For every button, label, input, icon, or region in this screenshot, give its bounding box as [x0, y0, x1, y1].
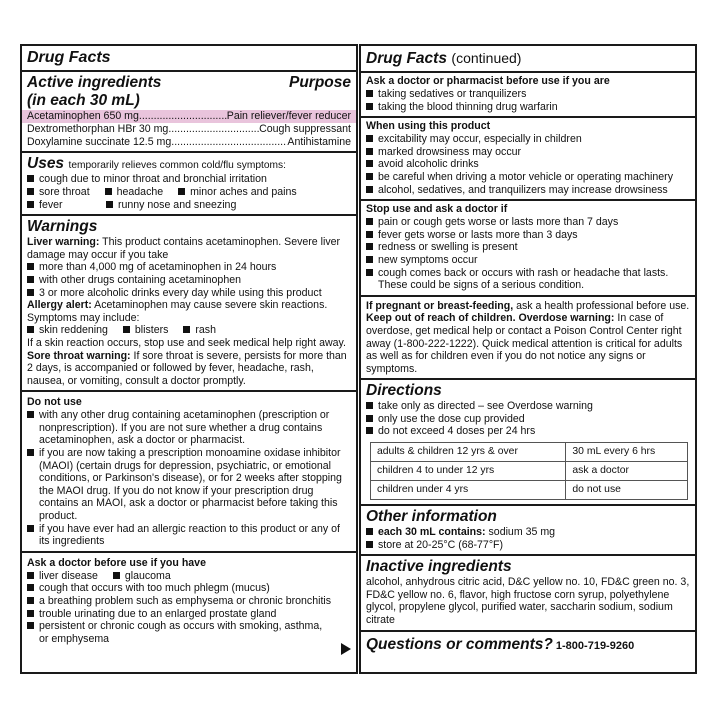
overdose-warning: Keep out of reach of children. Overdose warning: In case of overdose, get medical help or contact a Poison Control Center right away (1-800-222-1222). Quick medical attention is critical for adults as well as for children even if you do not notice any signs or symptoms. — [366, 312, 683, 375]
bullet-square-icon — [183, 326, 190, 333]
bullet-square-icon — [366, 103, 373, 110]
list-item: only use the dose cup provided — [366, 413, 690, 426]
list-item: be careful when driving a motor vehicle or operating machinery — [366, 171, 690, 184]
bullet-square-icon — [366, 415, 373, 422]
when-using-heading: When using this product — [366, 120, 491, 133]
uses-row: fever runny nose and sneezing — [27, 199, 351, 212]
bullet-square-icon — [27, 201, 34, 208]
bullet-square-icon — [366, 231, 373, 238]
bullet-square-icon — [366, 186, 373, 193]
list-item: do not exceed 4 doses per 24 hrs — [366, 425, 690, 438]
ingredient-name: Doxylamine succinate 12.5 mg — [27, 135, 172, 148]
bullet-square-icon — [123, 326, 130, 333]
list-item: marked drowsiness may occur — [366, 146, 690, 159]
table-cell: adults & children 12 yrs & over — [371, 443, 566, 462]
ask-doctor-heading: Ask a doctor before use if you have — [27, 556, 206, 569]
list-item: take only as directed – see Overdose warning — [366, 400, 690, 413]
warnings-heading: Warnings — [27, 218, 98, 236]
sore-throat-warning: Sore throat warning: If sore throat is severe, persists for more than 2 days, is accompanied or followed by fever, headache, rash, nausea, or vomiting, consult a doctor promptly. — [27, 349, 347, 387]
uses-row: sore throat headache minor aches and pains — [27, 186, 351, 199]
ingredient-purpose: Antihistamine — [287, 135, 351, 148]
ingredient-row — [27, 123, 351, 136]
bullet-square-icon — [27, 276, 34, 283]
ask-doctor-row: liver disease glaucoma — [27, 570, 351, 583]
bullet-square-icon — [27, 449, 34, 456]
do-not-use-heading: Do not use — [27, 396, 82, 409]
list-item: a breathing problem such as emphysema or chronic bronchitis — [27, 595, 351, 608]
bullet-square-icon — [27, 326, 34, 333]
allergy-after: If a skin reaction occurs, stop use and seek medical help right away. — [27, 336, 346, 349]
list-item: avoid alcoholic drinks — [366, 158, 690, 171]
list-item: each 30 mL contains: sodium 35 mg — [366, 526, 690, 539]
active-ingredients-section — [22, 72, 356, 153]
ask-doctor-section — [22, 553, 356, 663]
bullet-square-icon — [27, 411, 34, 418]
inactive-ingredients-heading: Inactive ingredients — [366, 558, 512, 576]
bullet-square-icon — [366, 173, 373, 180]
list-item: cough due to minor throat and bronchial irritation — [27, 173, 351, 186]
allergy-alert: Allergy alert: Acetaminophen may cause severe skin reactions. Symptoms may include: — [27, 299, 328, 324]
list-item: new symptoms occur — [366, 254, 690, 267]
continued-title: Drug Facts — [366, 50, 447, 67]
when-using-section — [361, 118, 695, 201]
ingredient-row — [27, 136, 351, 149]
allergy-row: skin reddening blisters rash — [27, 324, 351, 337]
ingredient-name: Dextromethorphan HBr 30 mg — [27, 122, 169, 135]
list-item: pain or cough gets worse or lasts more than 7 days — [366, 216, 690, 229]
list-item: persistent or chronic cough as occurs with smoking, asthma, or emphysema — [27, 620, 351, 645]
bullet-square-icon — [366, 269, 373, 276]
bullet-square-icon — [27, 289, 34, 296]
bullet-square-icon — [27, 622, 34, 629]
bullet-square-icon — [366, 148, 373, 155]
table-row — [371, 481, 688, 500]
list-item: excitability may occur, especially in children — [366, 133, 690, 146]
bullet-square-icon — [366, 243, 373, 250]
bullet-square-icon — [366, 160, 373, 167]
bullet-square-icon — [113, 572, 120, 579]
drug-facts-panel-right — [359, 44, 697, 674]
stop-use-section — [361, 201, 695, 297]
other-information-heading: Other information — [366, 508, 497, 526]
bullet-square-icon — [366, 135, 373, 142]
ask-pharmacist-section — [361, 73, 695, 118]
active-subheading: (in each 30 mL) — [27, 92, 140, 109]
active-ingredients-header — [27, 74, 351, 110]
title-section — [22, 46, 356, 72]
purpose-label: Purpose — [288, 74, 351, 91]
table-row — [371, 462, 688, 481]
continue-arrow-icon — [341, 643, 351, 655]
uses-section — [22, 153, 356, 216]
table-row — [371, 443, 688, 462]
bullet-square-icon — [27, 525, 34, 532]
uses-heading: Uses — [27, 155, 65, 173]
warnings-section — [22, 216, 356, 392]
drug-facts-panel-left — [20, 44, 358, 674]
list-item: 3 or more alcoholic drinks every day while using this product — [27, 287, 351, 300]
dosage-table — [370, 442, 688, 500]
list-item: store at 20-25°C (68-77°F) — [366, 539, 690, 552]
ingredient-purpose: Cough suppressant — [259, 122, 351, 135]
bullet-square-icon — [366, 218, 373, 225]
list-item: more than 4,000 mg of acetaminophen in 24 hours — [27, 261, 351, 274]
bullet-square-icon — [178, 188, 185, 195]
table-cell: children under 4 yrs — [371, 481, 566, 500]
list-item: cough that occurs with too much phlegm (mucus) — [27, 582, 351, 595]
questions-phone: 1-800-719-9260 — [555, 639, 635, 652]
active-heading-group — [27, 74, 161, 110]
uses-intro: temporarily relieves common cold/flu symptoms: — [68, 160, 286, 172]
table-cell: ask a doctor — [566, 462, 688, 481]
list-item: fever gets worse or lasts more than 3 days — [366, 229, 690, 242]
table-cell: 30 mL every 6 hrs — [566, 443, 688, 462]
list-item: with other drugs containing acetaminophen — [27, 274, 351, 287]
other-information-section — [361, 506, 695, 556]
bullet-square-icon — [366, 541, 373, 548]
bullet-square-icon — [105, 188, 112, 195]
list-item: with any other drug containing acetaminophen (prescription or nonprescription). If you are not sure whether a drug contains acetaminophen, ask a doctor or pharmacist. — [27, 409, 351, 447]
bullet-square-icon — [366, 90, 373, 97]
list-item: cough comes back or occurs with rash or headache that lasts. These could be signs of a serious condition. — [366, 267, 690, 292]
questions-label: Questions or comments? — [366, 635, 553, 653]
questions-section — [361, 632, 695, 657]
continued-title-section — [361, 46, 695, 73]
bullet-square-icon — [27, 610, 34, 617]
page-title: Drug Facts — [27, 49, 111, 66]
bullet-square-icon — [366, 427, 373, 434]
ingredient-purpose: Pain reliever/fever reducer — [226, 110, 351, 122]
pregnancy-section — [361, 297, 695, 381]
bullet-square-icon — [27, 597, 34, 604]
bullet-square-icon — [27, 584, 34, 591]
bullet-square-icon — [27, 572, 34, 579]
ingredient-name: Acetaminophen 650 mg — [27, 110, 139, 122]
bullet-square-icon — [366, 402, 373, 409]
list-item: taking sedatives or tranquilizers — [366, 88, 690, 101]
stop-use-heading: Stop use and ask a doctor if — [366, 203, 508, 216]
list-item: if you are now taking a prescription monoamine oxidase inhibitor (MAOI) (certain drugs for depression, psychiatric, or emotional conditions, or Parkinson's disease), or for 2 weeks after stopping the MAOI drug. If you do not know if your prescription drug contains an MAOI, ask a doctor or pharmacist before taking this product. — [27, 447, 351, 523]
list-item: taking the blood thinning drug warfarin — [366, 101, 690, 114]
continued-suffix: (continued) — [451, 50, 522, 66]
bullet-square-icon — [366, 256, 373, 263]
pregnancy-warning: If pregnant or breast-feeding, ask a health professional before use. — [366, 299, 690, 312]
inactive-ingredients-section — [361, 556, 695, 631]
directions-heading: Directions — [366, 382, 442, 400]
table-cell: children 4 to under 12 yrs — [371, 462, 566, 481]
directions-section — [361, 380, 695, 506]
ingredient-row — [22, 110, 356, 123]
list-item: alcohol, sedatives, and tranquilizers may increase drowsiness — [366, 184, 690, 197]
bullet-square-icon — [106, 201, 113, 208]
table-cell: do not use — [566, 481, 688, 500]
list-item: redness or swelling is present — [366, 241, 690, 254]
inactive-ingredients-text: alcohol, anhydrous citric acid, D&C yellow no. 10, FD&C green no. 3, FD&C yellow no. 6, flavor, high fructose corn syrup, polyethylene glycol, propylene glycol, purified water, saccharin sodium, sodium citrate — [366, 576, 690, 627]
bullet-square-icon — [366, 528, 373, 535]
bullet-square-icon — [27, 263, 34, 270]
bullet-square-icon — [27, 175, 34, 182]
active-heading: Active ingredients — [27, 74, 162, 91]
list-item: if you have ever had an allergic reaction to this product or any of its ingredients — [27, 523, 351, 548]
list-item: trouble urinating due to an enlarged prostate gland — [27, 608, 351, 621]
ask-pharmacist-heading: Ask a doctor or pharmacist before use if you are — [366, 75, 610, 87]
bullet-square-icon — [27, 188, 34, 195]
do-not-use-section — [22, 392, 356, 553]
liver-warning: Liver warning: This product contains acetaminophen. Severe liver damage may occur if you take — [27, 236, 341, 261]
